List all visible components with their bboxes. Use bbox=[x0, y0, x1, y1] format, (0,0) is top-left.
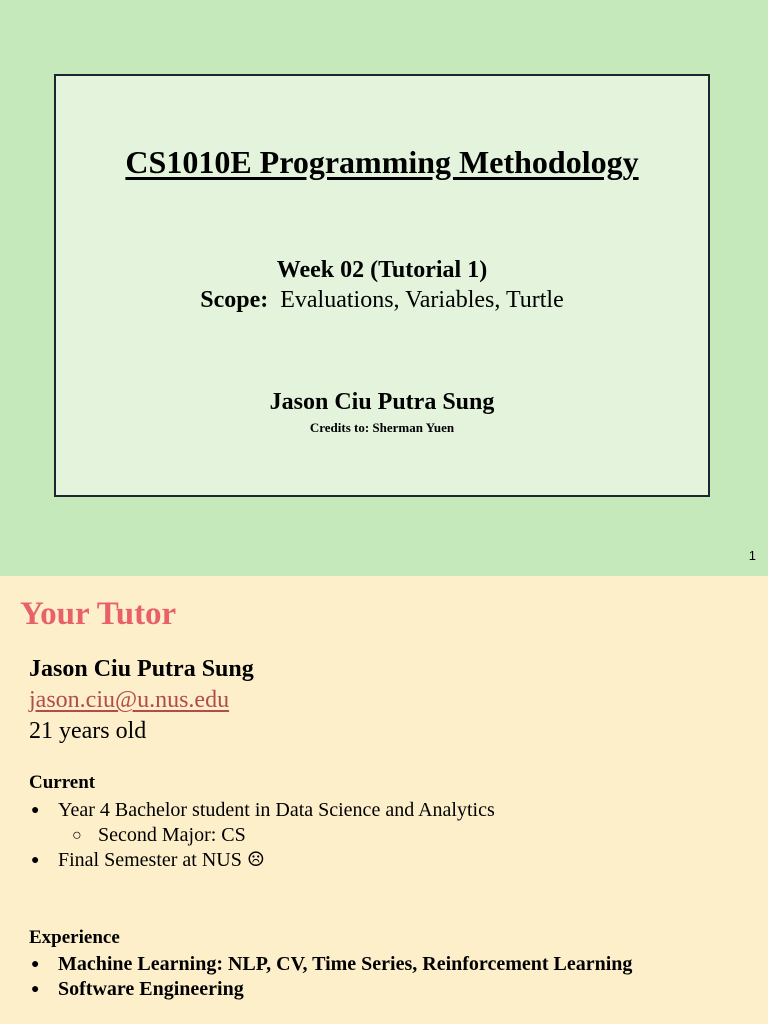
list-item-text: Year 4 Bachelor student in Data Science and Analytics bbox=[58, 799, 495, 821]
tutor-slide bbox=[0, 576, 768, 1024]
list-item-text: Software Engineering bbox=[58, 978, 244, 1000]
scope-label: Scope: bbox=[200, 287, 269, 313]
list-item bbox=[29, 952, 632, 977]
experience-list bbox=[29, 952, 632, 1002]
scope-line bbox=[56, 287, 708, 314]
list-item-text: Final Semester at NUS ☹ bbox=[58, 849, 265, 871]
list-item bbox=[29, 798, 495, 823]
title-box bbox=[54, 74, 710, 497]
experience-label: Experience bbox=[29, 927, 120, 948]
list-item bbox=[29, 848, 495, 873]
bullet-icon: ● bbox=[31, 803, 40, 818]
bullet-icon: ● bbox=[31, 957, 40, 972]
page-number: 1 bbox=[748, 548, 756, 563]
tutor-name: Jason Ciu Putra Sung bbox=[29, 656, 254, 682]
list-item bbox=[29, 977, 632, 1002]
tutor-age: 21 years old bbox=[29, 718, 147, 744]
bullet-icon: ● bbox=[31, 853, 40, 868]
list-item-text: Machine Learning: NLP, CV, Time Series, Reinforcement Learning bbox=[58, 953, 633, 975]
current-list bbox=[29, 798, 495, 873]
list-item bbox=[29, 823, 495, 848]
hollow-bullet-icon: ○ bbox=[72, 827, 82, 844]
list-item-text: Second Major: CS bbox=[98, 824, 246, 846]
bullet-icon: ● bbox=[31, 982, 40, 997]
slide-heading: Your Tutor bbox=[20, 596, 177, 632]
tutor-email-link[interactable]: jason.ciu@u.nus.edu bbox=[29, 687, 230, 713]
scope-value: Evaluations, Variables, Turtle bbox=[268, 287, 564, 313]
course-title: CS1010E Programming Methodology bbox=[125, 144, 639, 180]
author-name: Jason Ciu Putra Sung bbox=[269, 389, 495, 415]
current-label: Current bbox=[29, 772, 96, 793]
week-label: Week 02 (Tutorial 1) bbox=[276, 257, 488, 283]
credits-text: Credits to: Sherman Yuen bbox=[309, 420, 455, 435]
